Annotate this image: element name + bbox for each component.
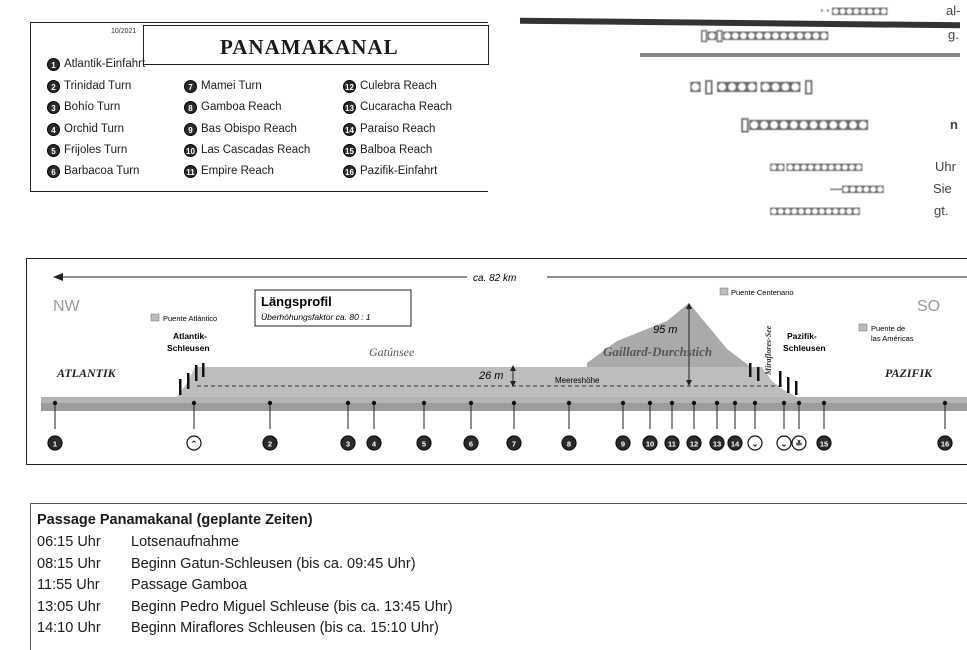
legend-item: [343, 122, 435, 136]
marker-dot: [822, 401, 826, 405]
scan-line5: Sie: [933, 181, 952, 196]
legend-title: PANAMAKANAL: [220, 35, 399, 59]
schedule-time: 06:15 Uhr: [37, 534, 101, 550]
passage-schedule: [30, 503, 967, 650]
legend-item: [47, 122, 124, 136]
marker-dot: [692, 401, 696, 405]
schedule-time: 13:05 Uhr: [37, 598, 101, 615]
scan-line1: al-: [946, 3, 961, 18]
marker-label: 14: [730, 439, 740, 449]
marker-dot: [797, 401, 801, 405]
legend-item: [184, 122, 297, 136]
legend-item-label: Bohío Turn: [64, 101, 121, 113]
puente-atlantico-label: Puente Atlántico: [163, 314, 218, 323]
marker-dot: [372, 401, 376, 405]
scan-line6: gt.: [934, 203, 949, 218]
atlantik-schleusen-label-1: Atlantik-: [173, 331, 207, 341]
profile-subtitle: Überhöhungsfaktor ca. 80 : 1: [261, 312, 371, 322]
marker-dot: [53, 401, 57, 405]
legend-item-label: Empire Reach: [201, 165, 274, 177]
schedule-row: [37, 577, 247, 593]
bridge-icon-centenario: [720, 288, 728, 295]
legend-item: [47, 143, 127, 157]
schedule-time: 14:10 Uhr: [37, 620, 101, 636]
bridge-icon-americas: [859, 324, 867, 331]
marker-label: 9: [620, 439, 626, 449]
schedule-event: Beginn Pedro Miguel Schleuse (bis ca. 13:45 Uhr): [131, 598, 453, 615]
legend-item: [184, 100, 282, 114]
marker-label: 13: [712, 439, 722, 449]
direction-so: SO: [917, 298, 941, 315]
profile-title: Längsprofil: [261, 294, 332, 309]
marker-label: 8: [566, 439, 572, 449]
legend-item: [47, 57, 145, 71]
marker-dot: [346, 401, 350, 405]
marker-label: 10: [645, 439, 655, 449]
marker-dot: [567, 401, 571, 405]
marker-label: 16: [940, 439, 950, 449]
marker-dot: [512, 401, 516, 405]
scan-line3: n: [950, 117, 958, 132]
direction-nw: NW: [53, 298, 80, 315]
legend-item-label: Las Cascadas Reach: [201, 144, 311, 156]
schedule-event: Lotsenaufnahme: [131, 534, 240, 550]
legend-number-badge: 9: [184, 123, 197, 136]
legend-number-badge: 7: [184, 80, 197, 93]
marker-dot: [192, 401, 196, 405]
marker-dot: [648, 401, 652, 405]
legend-number-badge: 5: [47, 144, 60, 157]
legend-item: [184, 164, 274, 178]
legend-number-badge: 3: [47, 101, 60, 114]
pacific-label: PAZIFIK: [885, 366, 933, 380]
sea-level-label: Meereshöhe: [555, 376, 600, 385]
atlantic-label: ATLANTIK: [57, 366, 116, 380]
legend-item: [343, 164, 437, 178]
marker-label: ⌃: [190, 439, 198, 449]
distance-label: ca. 82 km: [473, 273, 517, 284]
legend-item: [343, 79, 437, 93]
legend-number-badge: 2: [47, 80, 60, 93]
marker-dot: [943, 401, 947, 405]
profile-svg: [27, 259, 967, 466]
legend-item: [343, 143, 432, 157]
legend-date: 10/2021: [111, 28, 137, 35]
marker-label: 2: [267, 439, 273, 449]
legend-number-badge: 12: [343, 80, 356, 93]
marker-dot: [422, 401, 426, 405]
legend-item-label: Atlantik-Einfahrt: [64, 58, 146, 70]
schedule-time: 08:15 Uhr: [37, 555, 101, 572]
legend-item-label: Frijoles Turn: [64, 144, 128, 156]
legend-box: [30, 22, 488, 192]
height-26-label: 26 m: [479, 370, 504, 382]
sea-surface: [41, 397, 967, 403]
marker-label: 5: [421, 439, 427, 449]
puente-americas-label-1: Puente de: [871, 324, 906, 333]
legend-item-label: Gamboa Reach: [201, 101, 282, 113]
legend-number-badge: 14: [343, 123, 356, 136]
schedule-row: [37, 599, 453, 615]
legend-number-badge: 10: [184, 144, 197, 157]
atlantik-schleusen-label-2: Schleusen: [167, 343, 210, 353]
legend-item-label: Balboa Reach: [360, 144, 433, 156]
puente-centenario-label: Puente Centenario: [731, 288, 794, 297]
legend-item: [184, 143, 310, 157]
schedule-time: 11:55 Uhr: [37, 577, 100, 593]
marker-dot: [670, 401, 674, 405]
marker-dot: [782, 401, 786, 405]
legend-number-badge: 16: [343, 165, 356, 178]
legend-item-label: Mamei Turn: [201, 80, 262, 92]
legend-item: [47, 164, 139, 178]
height-95-label: 95 m: [653, 324, 678, 336]
legend-number-badge: 4: [47, 123, 60, 136]
legend-item-label: Cucaracha Reach: [360, 101, 453, 113]
legend-number-badge: 11: [184, 165, 197, 178]
legend-title-box: [143, 25, 489, 65]
marker-dot: [469, 401, 473, 405]
marker-label: 4: [371, 439, 377, 449]
marker-label: ≚: [795, 439, 803, 449]
legend-item: [343, 100, 452, 114]
legend-number-badge: 6: [47, 165, 60, 178]
scan-line2: g.: [948, 27, 959, 42]
schedule-row: [37, 534, 239, 550]
marker-dot: [268, 401, 272, 405]
marker-label: 11: [668, 439, 676, 449]
pazifik-schleusen-label-1: Pazifik-: [787, 331, 817, 341]
legend-item-label: Trinidad Turn: [64, 80, 132, 92]
schedule-event: Beginn Miraflores Schleusen (bis ca. 15:10 Uhr): [131, 620, 439, 636]
puente-americas-label-2: las Américas: [871, 334, 914, 343]
legend-item-label: Pazifik-Einfahrt: [360, 165, 438, 177]
marker-label: 6: [468, 439, 474, 449]
marker-label: 1: [52, 439, 58, 449]
marker-label: ⌄: [751, 439, 759, 449]
longitudinal-profile: [26, 258, 967, 465]
pazifik-schleusen-label-2: Schleusen: [783, 343, 826, 353]
legend-item: [47, 79, 131, 93]
legend-number-badge: 15: [343, 144, 356, 157]
marker-dot: [733, 401, 737, 405]
marker-label: ⌄: [780, 439, 788, 449]
scan-line4: Uhr: [935, 159, 956, 174]
schedule-event: Passage Gamboa: [131, 577, 248, 593]
schedule-event: Beginn Gatun-Schleusen (bis ca. 09:45 Uhr): [131, 555, 416, 572]
legend-number-badge: 1: [47, 58, 60, 71]
marker-label: 7: [511, 439, 517, 449]
marker-dot: [753, 401, 757, 405]
gaillard-cut-label: Gaillard-Durchstich: [603, 344, 713, 359]
legend-item: [184, 79, 262, 93]
marker-dot: [715, 401, 719, 405]
schedule-row: [37, 556, 416, 572]
legend-item-label: Culebra Reach: [360, 80, 437, 92]
legend-item-label: Orchid Turn: [64, 123, 125, 135]
legend-item-label: Barbacoa Turn: [64, 165, 140, 177]
miraflores-see-label: Miraflores-See: [764, 325, 773, 375]
legend-item-label: Bas Obispo Reach: [201, 123, 297, 135]
legend-number-badge: 8: [184, 101, 197, 114]
gatun-lake-label: Gatúnsee: [369, 345, 415, 359]
legend-item: [47, 100, 120, 114]
marker-label: 3: [345, 439, 351, 449]
schedule-title: Passage Panamakanal (geplante Zeiten): [37, 512, 313, 528]
legend-item-label: Paraiso Reach: [360, 123, 436, 135]
distance-arrow-head-left: [53, 273, 63, 281]
bridge-icon-atlantico: [151, 314, 159, 321]
marker-label: 12: [689, 439, 699, 449]
marker-dot: [621, 401, 625, 405]
schedule-row: [37, 620, 439, 636]
marker-label: 15: [819, 439, 829, 449]
legend-number-badge: 13: [343, 101, 356, 114]
